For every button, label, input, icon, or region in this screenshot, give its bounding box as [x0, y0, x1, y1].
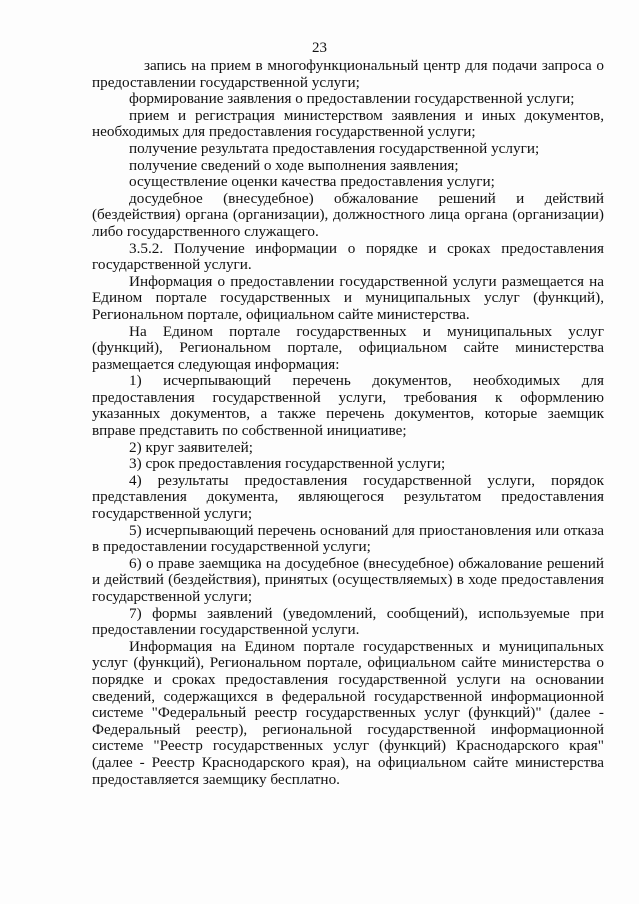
paragraph: 3.5.2. Получение информации о порядке и сроках предоставления государственной услуги.	[92, 239, 604, 274]
paragraph: На Едином портале государственных и муниципальных услуг (функций), Региональном портале, официальном сайте министерства размещается следующая информация:	[92, 322, 604, 373]
list-item: 3) срок предоставления государственной услуги;	[129, 455, 446, 473]
paragraph: запись на прием в многофункциональный центр для подачи запроса о предоставлении государственной услуги;	[92, 57, 604, 91]
paragraph: Информация на Едином портале государственных и муниципальных услуг (функций), Региональном портале, официальном сайте министерства о порядке и сроках предоставления государственной услуги на основании сведений, содержащихся в федеральной государственной информационной системе "Федеральный реестр государственных услуг (функций)" (далее - Федеральный реестр), региональной государственной информационной системе "Реестр государственных услуг (функций) Краснодарского края" (далее - Реестр Краснодарского края), на официальном сайте министерства предоставляется заемщику бесплатно.	[92, 637, 604, 788]
paragraph: прием и регистрация министерством заявления и иных документов, необходимых для предоставления государственной услуги;	[92, 106, 604, 141]
list-item: 5) исчерпывающий перечень оснований для приостановления или отказа в предоставлении государственной услуги;	[92, 521, 604, 556]
paragraph: формирование заявления о предоставлении государственной услуги;	[129, 90, 575, 108]
paragraph: досудебное (внесудебное) обжалование решений и действий (бездействия) органа (организации), должностного лица органа (организации) либо государственного служащего.	[92, 189, 604, 240]
paragraph: получение сведений о ходе выполнения заявления;	[129, 156, 459, 174]
list-item: 2) круг заявителей;	[129, 438, 253, 456]
paragraph: Информация о предоставлении государственной услуги размещается на Едином портале государственных и муниципальных услуг (функций), Региональном портале, официальном сайте министерства.	[92, 272, 604, 323]
list-item: 6) о праве заемщика на досудебное (внесудебное) обжалование решений и действий (бездействия), принятых (осуществляемых) в ходе предоставления государственной услуги;	[92, 554, 604, 605]
paragraph: получение результата предоставления государственной услуги;	[129, 139, 540, 157]
list-item: 4) результаты предоставления государственной услуги, порядок представления документа, являющегося результатом предоставления государственной услуги;	[92, 471, 604, 523]
paragraph: осуществление оценки качества предоставления услуги;	[129, 173, 495, 191]
page-body	[92, 58, 604, 788]
page-number: 23	[312, 40, 327, 56]
list-item: 7) формы заявлений (уведомлений, сообщений), используемые при предоставлении государственной услуги.	[92, 604, 604, 639]
list-item: 1) исчерпывающий перечень документов, необходимых для предоставления государственной услуги, требования к оформлению указанных документов, а также перечень документов, которые заемщик вправе представить по собственной инициативе;	[92, 372, 604, 440]
